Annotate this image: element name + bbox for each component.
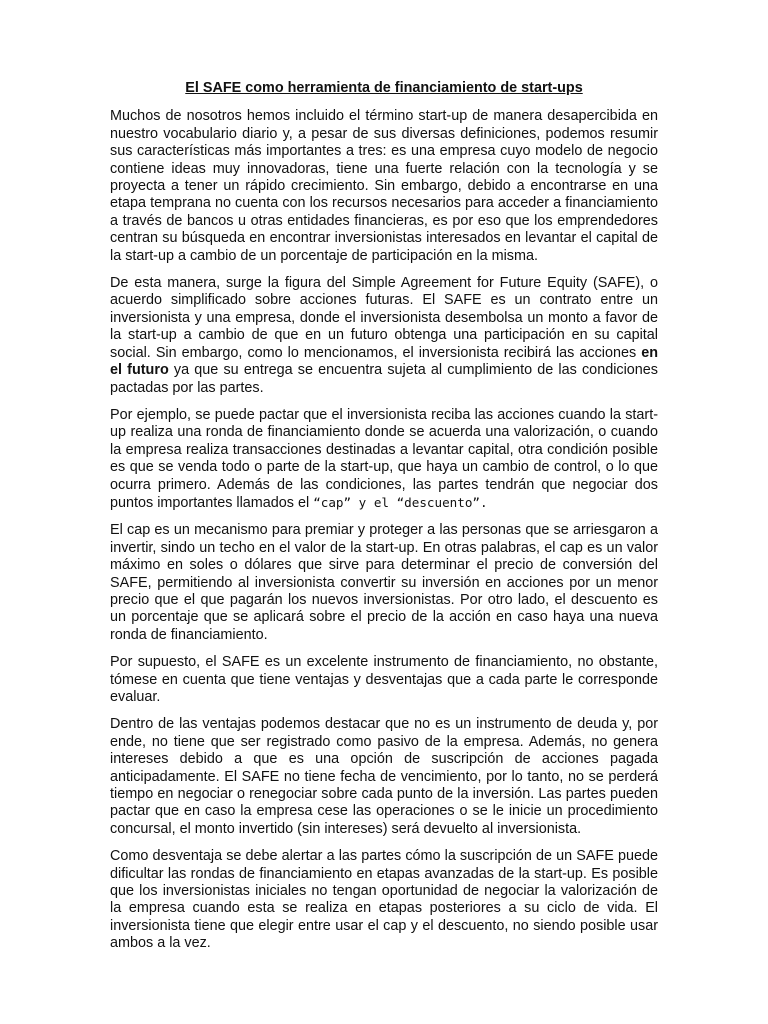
paragraph-text: ya que su entrega se encuentra sujeta al cumplimiento de las condiciones pactadas por las partes. xyxy=(110,362,658,396)
paragraph-evaluation: Por supuesto, el SAFE es un excelente instrumento de financiamiento, no obstante, tómese en cuenta que tiene ventajas y desventajas que a cada parte le corresponde evaluar. xyxy=(110,654,658,705)
paragraph-cap-descuento: El cap es un mecanismo para premiar y proteger a las personas que se arriesgaron a invertir, sindo un techo en el valor de la start-up. En otras palabras, el cap es un valor máximo en soles o dólares que sirve para determinar el precio de conversión del SAFE, permitiendo al inversionista convertir su inversión en acciones por un menor precio que el que pagarán los nuevos inversionistas. Por otro lado, el descuento es un porcentaje que se aplicará sobre el precio de la acción en caso haya una nueva ronda de financiamiento. xyxy=(110,522,658,643)
monospace-phrase: “cap” y el “descuento”. xyxy=(313,494,488,510)
paragraph-text: Por ejemplo, se puede pactar que el inversionista reciba las acciones cuando la start-up realiza una ronda de financiamiento donde se acuerda una valorización, o cuando la empresa realiza transacciones destinadas a levantar capital, otra condición posible es que se venda todo o parte de la start-up, que haya un cambio de control, o lo que ocurra primero. Además de las condiciones, las partes tendrán que negociar dos puntos importantes llamados el xyxy=(110,406,658,511)
paragraph-advantages: Dentro de las ventajas podemos destacar que no es un instrumento de deuda y, por ende, no tiene que ser registrado como pasivo de la empresa. Además, no genera intereses debido a que es una opción de suscripción de acciones pagada anticipadamente. El SAFE no tiene fecha de vencimiento, por lo tanto, no se perderá tiempo en negociar o renegociar sobre cada punto de la inversión. Las partes pueden pactar que en caso la empresa cese las operaciones o se le inicie un procedimiento concursal, el monto invertido (sin intereses) será devuelto al inversionista. xyxy=(110,716,658,837)
document-page xyxy=(110,80,658,963)
paragraph-intro: Muchos de nosotros hemos incluido el término start-up de manera desapercibida en nuestro vocabulario diario y, a pesar de sus diversas definiciones, podemos resumir sus características más importantes a tres: es una empresa cuyo modelo de negocio contiene ideas muy innovadoras, tiene una fuerte relación con la tecnología y se proyecta a tener un rápido crecimiento. Sin embargo, debido a encontrarse en una etapa temprana no cuenta con los recursos necesarios para acceder a financiamiento a través de bancos u otras entidades financieras, es por eso que los emprendedores centran su búsqueda en encontrar inversionistas interesados en levantar el capital de la start-up a cambio de un porcentaje de participación en la misma. xyxy=(110,108,658,264)
bold-phrase: en el futuro xyxy=(110,344,658,379)
paragraph-text: De esta manera, surge la figura del Simple Agreement for Future Equity (SAFE), o acuerdo simplificado sobre acciones futuras. El SAFE es un contrato entre un inversionista y una empresa, donde el inversionista desembolsa un monto a favor de la start-up a cambio de que en un futuro obtenga una participación en su capital social. Sin embargo, como lo mencionamos, el inversionista recibirá las acciones xyxy=(110,275,658,361)
paragraph-disadvantages: Como desventaja se debe alertar a las partes cómo la suscripción de un SAFE puede dificultar las rondas de financiamiento en etapas avanzadas de la start-up. Es posible que los inversionistas iniciales no tengan oportunidad de negociar la valorización de la empresa cuando esta se realiza en etapas posteriores a su ciclo de vida. El inversionista tiene que elegir entre usar el cap y el descuento, no siendo posible usar ambos a la vez. xyxy=(110,848,658,952)
document-title: El SAFE como herramienta de financiamiento de start-ups xyxy=(185,80,583,96)
paragraph-conditions xyxy=(110,407,658,512)
paragraph-safe-definition xyxy=(110,275,658,397)
